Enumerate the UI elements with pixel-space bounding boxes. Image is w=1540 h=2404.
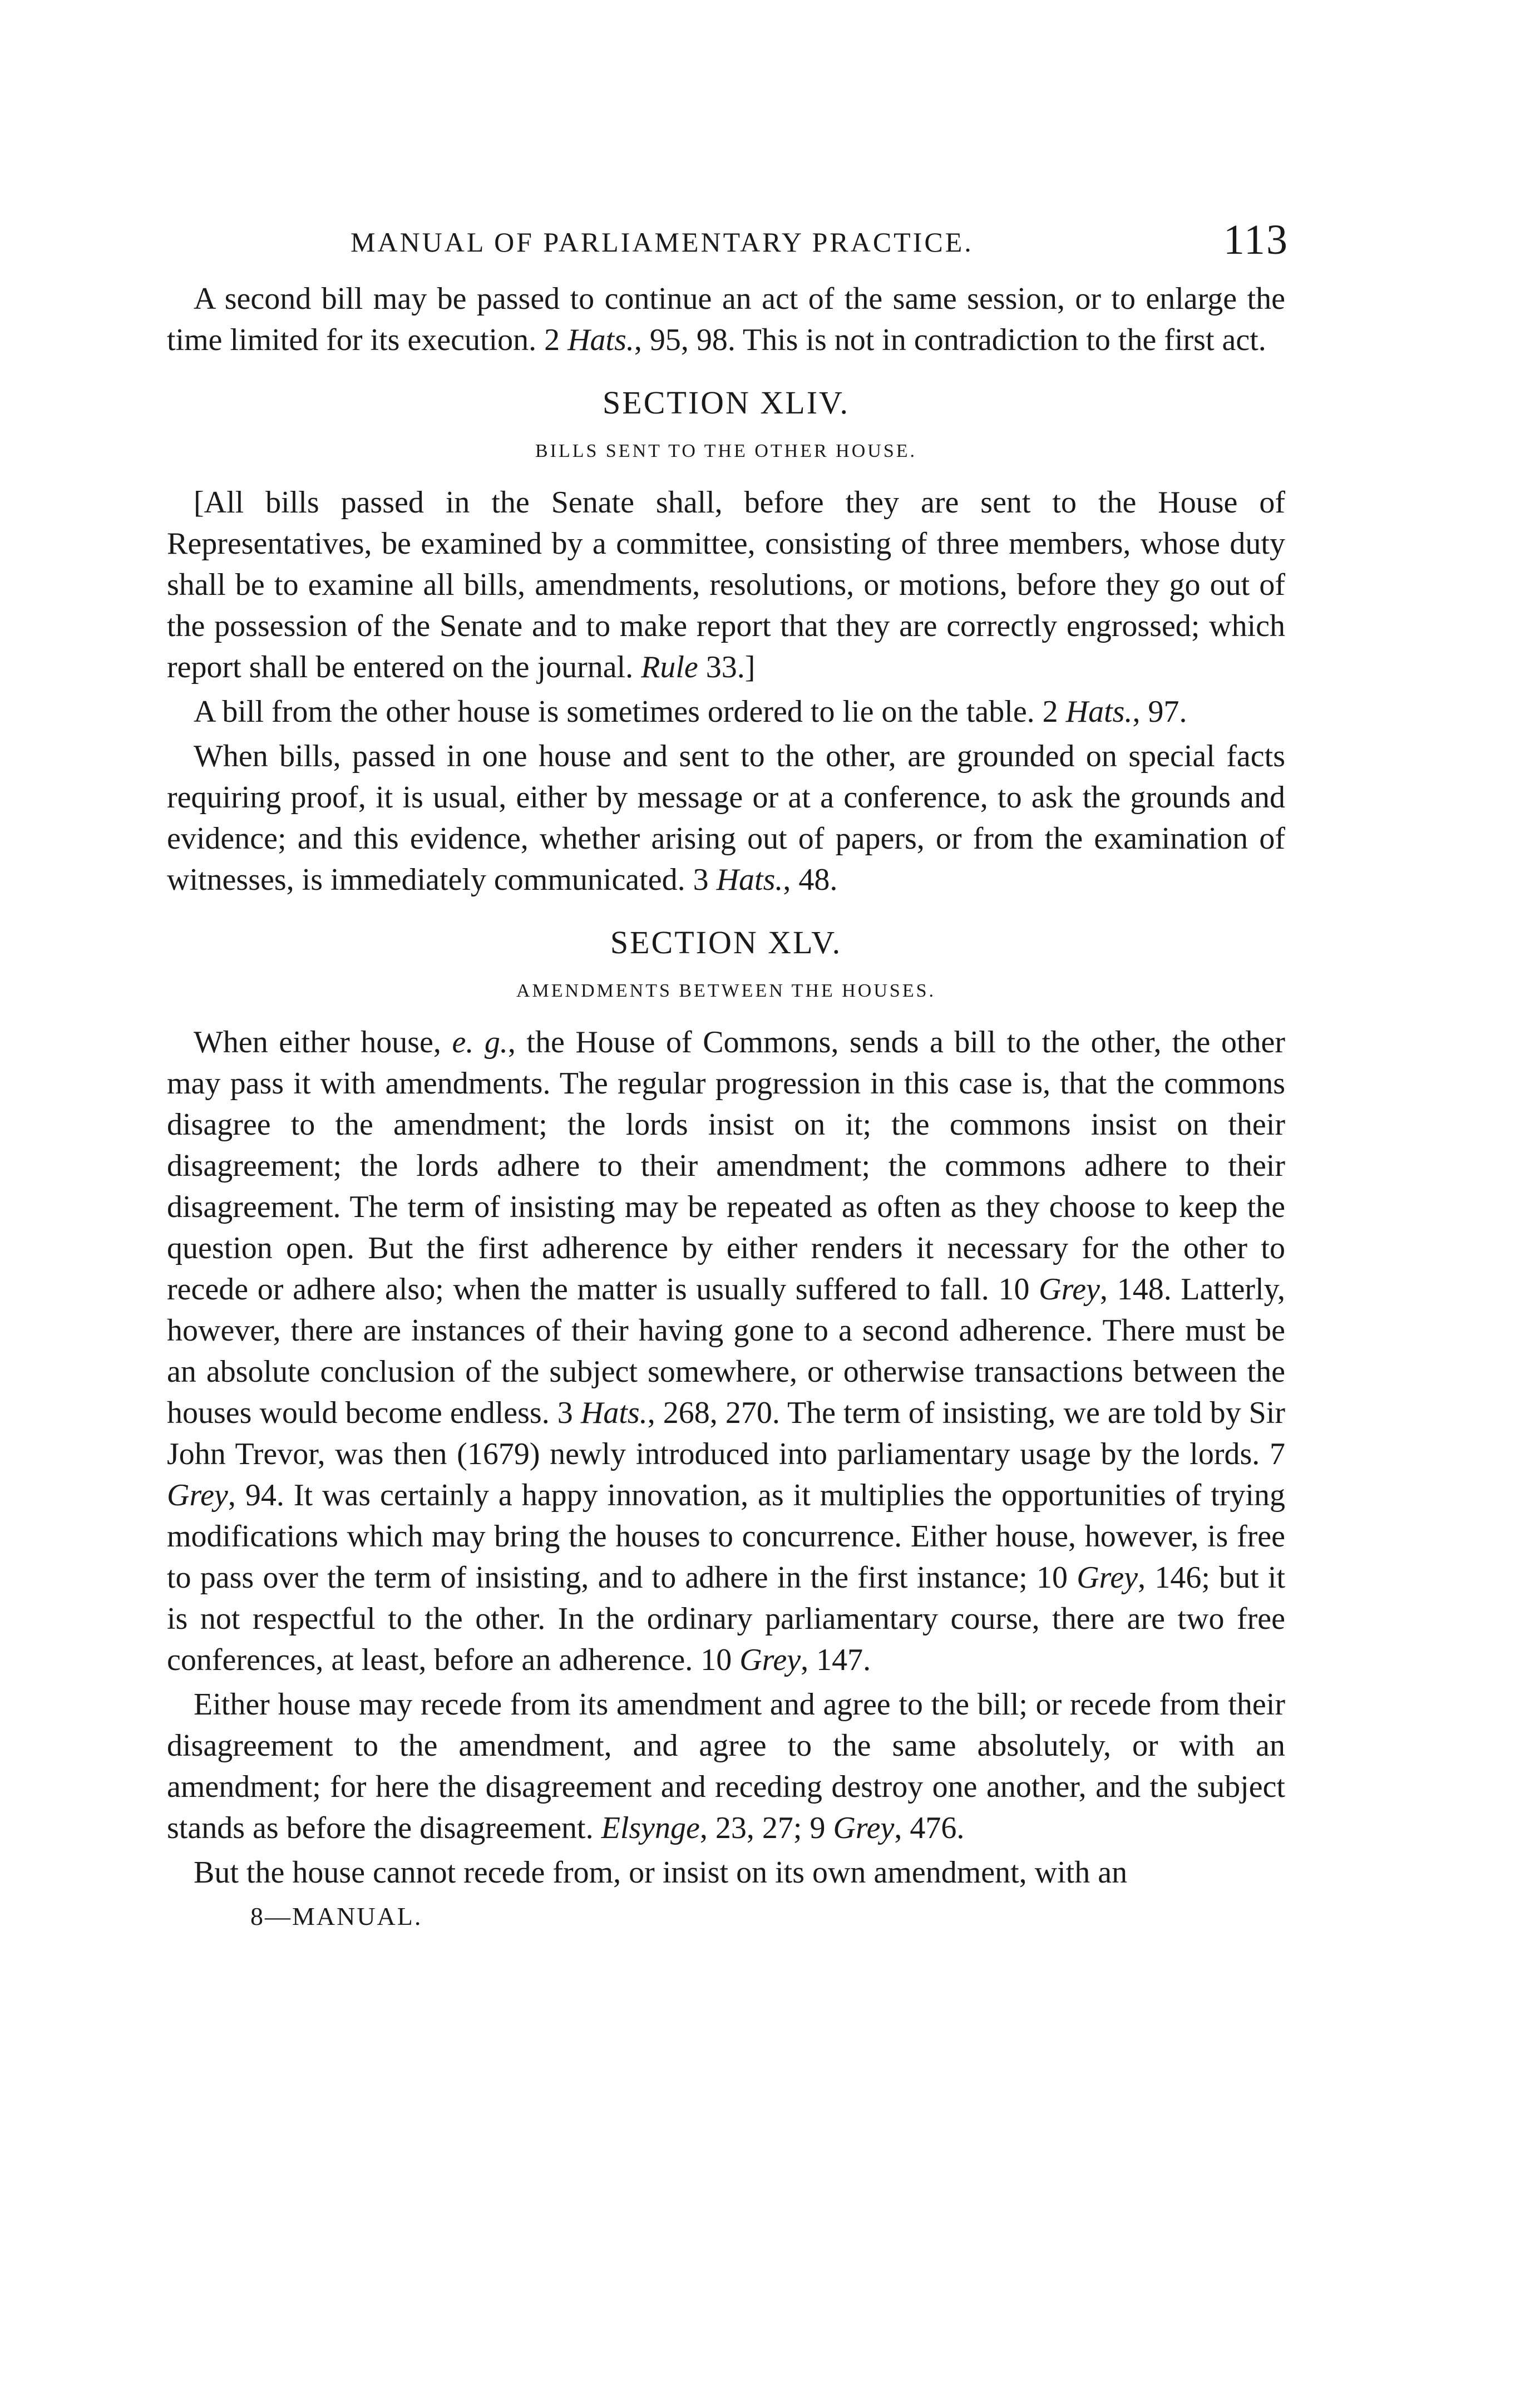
citation: Hats. (567, 323, 634, 357)
section-44-paragraph-3: When bills, passed in one house and sent to the other, are grounded on special facts requiring proof, it is usual, either by message or at a conference, to ask the grounds and evidence; and this evidence, whether arising out of papers, or from the examination of witnesses, is immediately communicated. 3 Hats., 48. (167, 739, 1285, 897)
citation: Elsynge (601, 1811, 700, 1845)
section-44-paragraph-1: [All bills passed in the Senate shall, before they are sent to the House of Representatives, be examined by a committee, consisting of three members, whose duty shall be to examine all bills, amendments, resolutions, or motions, before they go out of the possession of the Senate and to make report that they are correctly engrossed; which report shall be entered on the journal. Rule 33.] (167, 485, 1285, 684)
citation: Hats. (1065, 694, 1133, 729)
citation: Rule (641, 650, 698, 684)
emphasis: e. g. (452, 1025, 508, 1060)
section-45-paragraph-2: Either house may recede from its amendment and agree to the bill; or recede from their disagreement to the amendment, and agree to the same absolutely, or with an amendment; for here the disagreement and receding destroy one another, and the subject stands as before the disagreement. Elsynge, 23, 27; 9 Grey, 476. (167, 1687, 1285, 1845)
page (167, 211, 1289, 1933)
section-45-subtitle: AMENDMENTS BETWEEN THE HOUSES. (516, 981, 936, 1001)
section-44-title: SECTION XLIV. (603, 385, 850, 421)
intro-paragraph: A second bill may be passed to continue an act of the same session, or to enlarge the time limited for its execution. 2 Hats., 95, 98. This is not in contradiction to the first act. (167, 282, 1285, 357)
citation: Grey (1039, 1272, 1100, 1307)
section-44-subtitle: BILLS SENT TO THE OTHER HOUSE. (535, 441, 917, 461)
section-45-title: SECTION XLV. (610, 924, 842, 960)
citation: Grey (1077, 1560, 1138, 1595)
citation: Grey (833, 1811, 895, 1845)
running-head (167, 211, 1289, 278)
running-title: MANUAL OF PARLIAMENTARY PRACTICE. (351, 226, 974, 258)
citation: Grey (167, 1478, 228, 1513)
signature-mark: 8—MANUAL. (250, 1902, 423, 1930)
page-number: 113 (1223, 216, 1289, 263)
citation: Grey (739, 1643, 801, 1677)
citation: Hats. (716, 863, 783, 897)
citation: Hats. (580, 1396, 648, 1430)
section-44-paragraph-2: A bill from the other house is sometimes ordered to lie on the table. 2 Hats., 97. (194, 694, 1187, 729)
section-45-paragraph-3: But the house cannot recede from, or insist on its own amendment, with an (194, 1855, 1128, 1890)
section-45-paragraph-1: When either house, e. g., the House of Commons, sends a bill to the other, the other may pass it with amendments. The regular progression in this case is, that the commons disagree to the amendment; the lords insist on it; the commons insist on their disagreement; the lords adhere to their amendment; the commons adhere to their disagreement. The term of insisting may be repeated as often as they choose to keep the question open. But the first adherence by either renders it necessary for the other to recede or adhere also; when the matter is usually suffered to fall. 10 Grey, 148. Latterly, however, there are instances of their having gone to a second adherence. There must be an absolute conclusion of the subject somewhere, or otherwise transactions between the houses would become endless. 3 Hats., 268, 270. The term of insisting, we are told by Sir John Trevor, was then (1679) newly introduced into parliamentary usage by the lords. 7 Grey, 94. It was certainly a happy innovation, as it multiplies the opportunities of trying modifications which may bring the houses to concurrence. Either house, however, is free to pass over the term of insisting, and to adhere in the first instance; 10 Grey, 146; but it is not respectful to the other. In the ordinary parliamentary course, there are two free conferences, at least, before an adherence. 10 Grey, 147. (167, 1025, 1286, 1677)
